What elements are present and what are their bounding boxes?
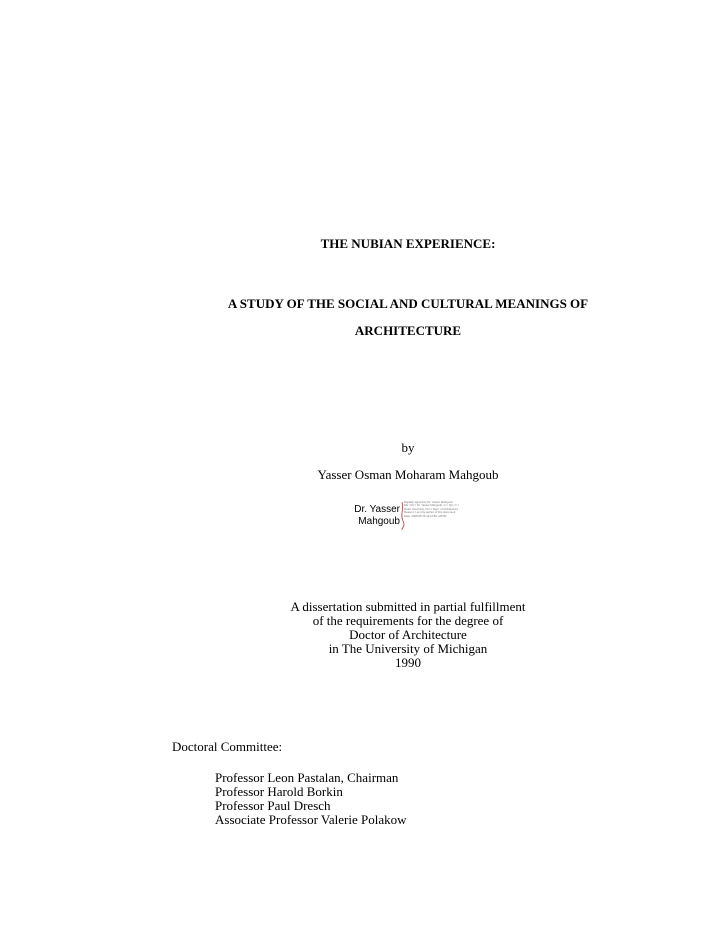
dissertation-line-2: of the requirements for the degree of xyxy=(312,613,504,628)
dissertation-line-4: in The University of Michigan xyxy=(328,641,488,656)
signature-name xyxy=(354,504,400,528)
signature-details: Digitally signed by Dr. Yasser Mahgoub DN: CN = Dr. Yasser Mahgoub, C = QA, O = Qatar University, OU = Dept. of Architecture Reason: I am the author of this document Date: 2008.08.16 12:11:56 +03'00' xyxy=(404,500,460,518)
dissertation-line-3: Doctor of Architecture xyxy=(349,627,467,642)
author-name: Yasser Osman Moharam Mahgoub xyxy=(317,467,499,482)
dissertation-line-1: A dissertation submitted in partial fulfillment xyxy=(290,599,526,614)
committee-heading: Doctoral Committee: xyxy=(172,739,283,754)
signature-name-line-1: Dr. Yasser xyxy=(354,504,400,515)
dissertation-statement xyxy=(0,600,728,670)
title-line-3: ARCHITECTURE xyxy=(354,323,462,338)
committee-member: Professor Leon Pastalan, Chairman xyxy=(215,770,399,785)
title-line-2: A STUDY OF THE SOCIAL AND CULTURAL MEANINGS OF xyxy=(227,296,589,311)
by-label: by xyxy=(401,440,415,455)
signature-name-line-2: Mahgoub xyxy=(358,516,400,527)
committee-list xyxy=(215,771,406,827)
dissertation-year: 1990 xyxy=(395,655,421,670)
title-line-1: THE NUBIAN EXPERIENCE: xyxy=(320,236,496,251)
committee-member: Associate Professor Valerie Polakow xyxy=(215,812,407,827)
committee-member: Professor Harold Borkin xyxy=(215,784,343,799)
committee-member: Professor Paul Dresch xyxy=(215,798,331,813)
digital-signature xyxy=(352,500,462,534)
